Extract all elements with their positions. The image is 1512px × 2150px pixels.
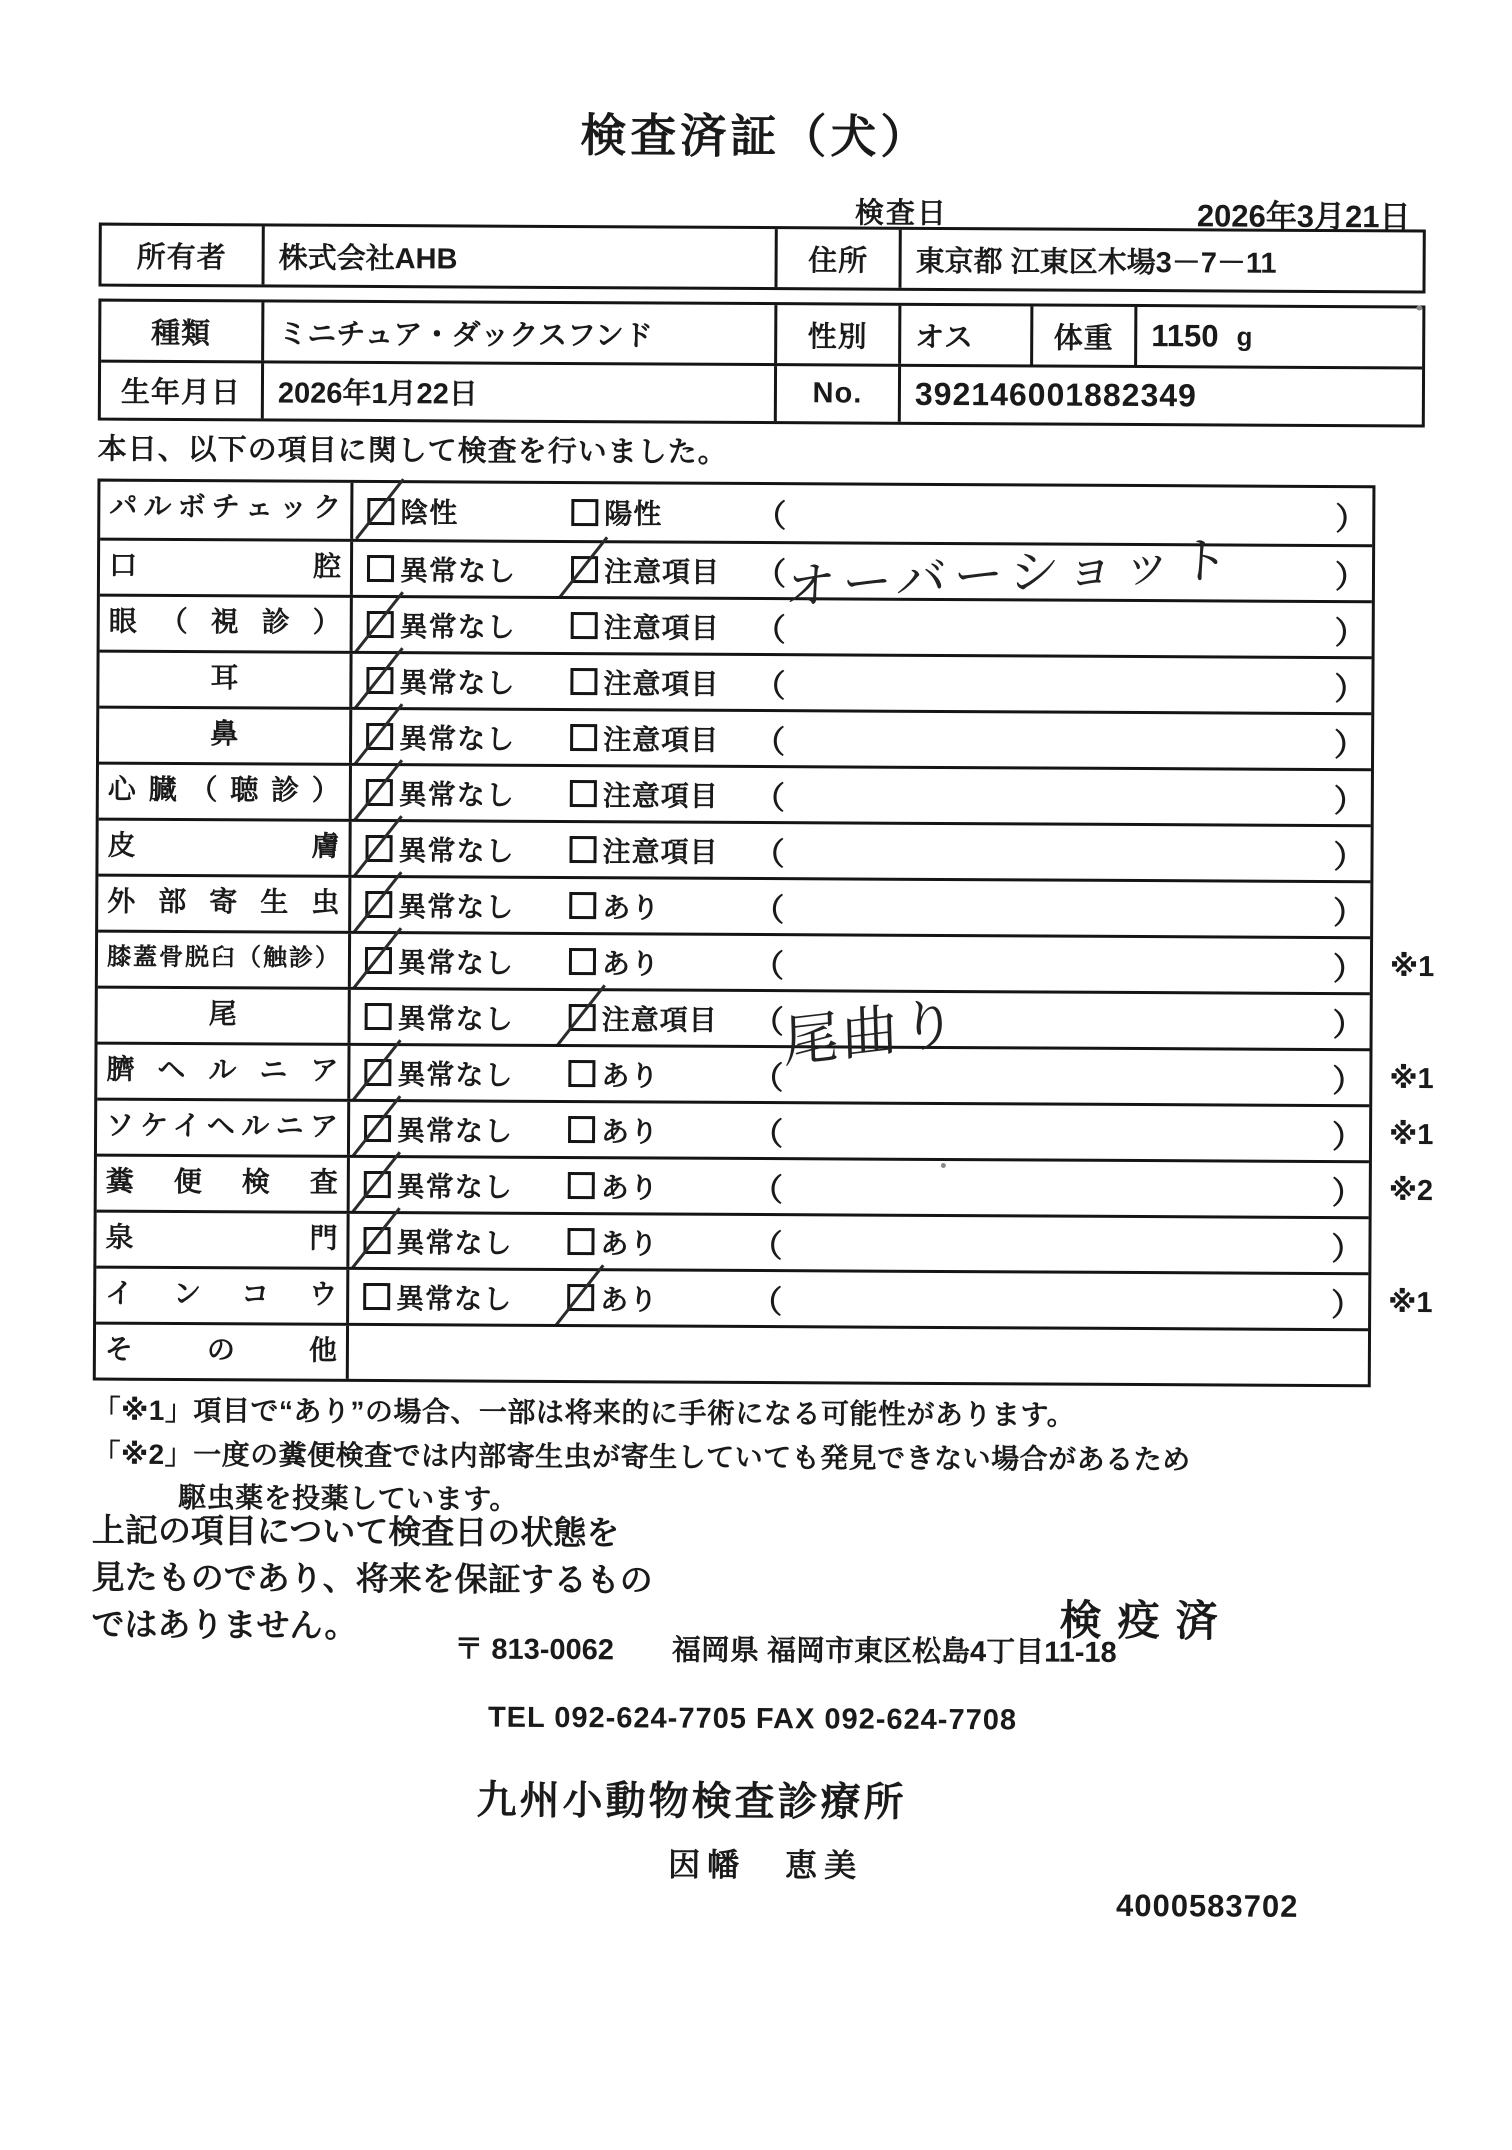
checklist-table xyxy=(93,479,1435,1388)
checkbox-icon xyxy=(365,891,392,918)
intro-text: 本日、以下の項目に関して検査を行いました。 xyxy=(97,433,728,469)
weight-number: 1150 xyxy=(1151,318,1219,354)
note-paren-open: （ xyxy=(753,891,785,928)
disclaimer-text: 上記の項目について検査日の状態を 見たものであり、将来を保証するもの ではありません。 xyxy=(91,1511,653,1644)
result-option-2-label: 注意項目 xyxy=(602,835,719,868)
result-option-2 xyxy=(569,998,718,1039)
result-option-1-label: 異常なし xyxy=(398,890,515,923)
note-paren-open: （ xyxy=(755,498,787,534)
sex-label: 性別 xyxy=(777,305,901,364)
result-option-1-label: 異常なし xyxy=(397,1058,514,1091)
checkbox-icon xyxy=(567,1228,594,1255)
sex-value: オス xyxy=(901,306,1033,365)
result-option-2 xyxy=(570,718,719,759)
result-option-1 xyxy=(366,716,515,757)
checklist-item-label: 皮膚 xyxy=(98,821,351,875)
checkbox-icon xyxy=(364,1171,391,1198)
result-option-2 xyxy=(568,1110,659,1150)
note-paren-open: （ xyxy=(751,1283,783,1320)
checklist-item-label: 耳 xyxy=(99,653,352,707)
result-option-2 xyxy=(567,1278,658,1318)
inspection-date-label: 検査日 xyxy=(854,197,948,231)
note-paren-open: （ xyxy=(751,1171,783,1208)
clinic-address: 福岡県 福岡市東区松島4丁目11-18 xyxy=(671,1634,1117,1669)
result-option-1-label: 異常なし xyxy=(399,722,516,755)
result-option-1 xyxy=(364,1052,513,1093)
owner-table xyxy=(98,223,1425,294)
result-option-2-label: 注意項目 xyxy=(603,667,720,700)
checkbox-icon xyxy=(366,723,393,750)
reference-mark: ※1 xyxy=(1388,1118,1434,1151)
note-paren-open: （ xyxy=(752,1003,784,1040)
checklist-item-label: その他 xyxy=(96,1325,349,1379)
reference-mark: ※1 xyxy=(1388,1286,1433,1319)
checklist-item-label: 糞便検査 xyxy=(97,1157,350,1211)
breed-row xyxy=(101,302,1422,367)
result-option-1-label: 異常なし xyxy=(399,554,517,587)
checkbox-icon xyxy=(571,556,598,583)
pet-table xyxy=(98,299,1426,428)
result-option-1 xyxy=(367,604,516,645)
no-label: No. xyxy=(777,366,901,422)
clinic-name: 九州小動物検査診療所 xyxy=(476,1778,907,1825)
checkbox-icon xyxy=(568,1116,595,1143)
result-option-2-label: 陽性 xyxy=(604,498,663,530)
checklist-row xyxy=(96,1322,1368,1385)
note-paren-open: （ xyxy=(754,668,786,704)
checklist-row-content xyxy=(349,1270,1368,1328)
checklist-row-content xyxy=(351,878,1370,936)
weight-label: 体重 xyxy=(1033,306,1137,365)
clinic-telfax: TEL 092-624-7705 FAX 092-624-7708 xyxy=(487,1701,1018,1737)
result-option-1 xyxy=(365,884,514,925)
checkbox-icon xyxy=(569,836,596,863)
note-paren-open: （ xyxy=(753,779,785,816)
checkbox-icon xyxy=(569,1004,596,1031)
note-paren-open: （ xyxy=(752,1059,784,1096)
note-paren-close: ） xyxy=(1332,1063,1364,1099)
note-paren-close: ） xyxy=(1331,1119,1364,1155)
result-option-1-label: 異常なし xyxy=(396,1170,513,1203)
result-option-2 xyxy=(571,606,720,647)
note-paren-close: ） xyxy=(1333,895,1365,931)
page-title: 検査済証（犬） xyxy=(580,109,931,163)
footnote-1: 「※1」項目で“あり”の場合、一部は将来的に手術になる可能性があります。 xyxy=(92,1394,1076,1431)
checklist-row xyxy=(96,1266,1433,1329)
weight-unit: g xyxy=(1236,321,1253,352)
checklist-item-label: 膝蓋骨脱臼（触診） xyxy=(98,933,351,987)
result-option-1-label: 異常なし xyxy=(396,1114,514,1147)
veterinarian-name: 因幡 恵美 xyxy=(668,1846,864,1884)
checkbox-icon xyxy=(367,497,394,524)
note-paren-open: （ xyxy=(753,835,785,872)
checklist-row xyxy=(97,1154,1434,1217)
checklist-item-label: 心臓（聴診） xyxy=(99,765,352,819)
checklist-row xyxy=(96,1210,1368,1273)
result-option-2-label: あり xyxy=(600,1115,660,1148)
result-option-2 xyxy=(568,1166,659,1206)
result-option-2-label: あり xyxy=(600,1227,659,1260)
result-option-2-label: あり xyxy=(600,1171,659,1204)
checklist-row xyxy=(99,706,1371,769)
result-option-1-label: 陰性 xyxy=(400,497,459,529)
checklist-row-content xyxy=(351,990,1370,1075)
result-option-2-label: 注意項目 xyxy=(601,1003,718,1036)
result-option-2 xyxy=(567,1222,658,1262)
checklist-row-content xyxy=(350,1102,1369,1160)
address-label: 住所 xyxy=(777,229,901,288)
result-option-1 xyxy=(364,1108,513,1149)
result-option-1-label: 異常なし xyxy=(398,778,515,811)
checklist-item-label: インコウ xyxy=(96,1269,349,1323)
result-option-1 xyxy=(367,491,458,531)
checklist-row-content xyxy=(353,530,1372,617)
checklist-row xyxy=(98,874,1370,937)
note-paren-close: ） xyxy=(1332,951,1365,987)
result-option-2-label: あり xyxy=(601,1059,660,1092)
checklist-item-label: 眼（視診） xyxy=(100,597,353,651)
note-paren-close: ） xyxy=(1334,671,1366,707)
note-paren-open: （ xyxy=(752,947,785,984)
checklist-row xyxy=(98,818,1370,881)
result-option-2-label: 注意項目 xyxy=(602,779,719,812)
note-paren-open: （ xyxy=(754,724,786,760)
result-option-1 xyxy=(366,660,515,701)
result-option-1 xyxy=(365,940,514,981)
birth-row xyxy=(101,360,1422,425)
checklist-item-label: 外部寄生虫 xyxy=(98,877,351,931)
checklist-row xyxy=(97,1098,1434,1161)
checkbox-icon xyxy=(570,724,597,751)
checkbox-icon xyxy=(570,668,597,695)
result-option-1-label: 異常なし xyxy=(399,666,516,699)
owner-row xyxy=(102,226,1423,291)
checkbox-icon xyxy=(568,1060,595,1087)
checklist-row xyxy=(100,530,1372,617)
checkbox-icon xyxy=(569,948,596,975)
breed-label: 種類 xyxy=(101,302,264,361)
checklist-row-content xyxy=(350,1158,1369,1216)
result-option-2-label: あり xyxy=(600,1283,659,1316)
footnote-2-continued: 駆虫薬を投薬しています。 xyxy=(178,1481,518,1515)
owner-label: 所有者 xyxy=(102,226,265,285)
checkbox-icon xyxy=(367,611,394,638)
note-paren-close: ） xyxy=(1331,1287,1363,1323)
note-paren-close: ） xyxy=(1333,839,1365,875)
checklist-row xyxy=(100,594,1372,657)
birthdate-label: 生年月日 xyxy=(101,363,264,419)
result-option-1 xyxy=(363,1220,512,1261)
result-option-2-label: 注意項目 xyxy=(603,611,720,644)
result-option-2 xyxy=(570,774,719,815)
result-option-2-label: 注意項目 xyxy=(603,723,720,756)
checklist-row xyxy=(99,762,1371,825)
note-paren-close: ） xyxy=(1331,1175,1363,1211)
checkbox-icon xyxy=(568,1172,595,1199)
result-option-2 xyxy=(571,550,720,591)
note-paren-close: ） xyxy=(1334,559,1367,595)
handwritten-note: オーバーショット xyxy=(783,530,1238,617)
breed-value: ミニチュア・ダックスフンド xyxy=(264,302,777,363)
checkbox-icon xyxy=(366,779,393,806)
result-option-2-label: あり xyxy=(602,891,661,924)
result-option-1 xyxy=(363,1276,512,1317)
checkbox-icon xyxy=(363,1227,390,1254)
checklist-row-content xyxy=(349,1326,1368,1384)
note-paren-close: ） xyxy=(1332,1007,1364,1043)
result-option-1 xyxy=(365,996,514,1037)
note-paren-close: ） xyxy=(1334,615,1366,651)
result-option-1-label: 異常なし xyxy=(397,1002,514,1035)
note-paren-open: （ xyxy=(754,556,787,592)
result-option-1-label: 異常なし xyxy=(399,610,516,643)
result-option-1 xyxy=(365,828,514,869)
result-option-2 xyxy=(569,830,718,871)
checklist-row xyxy=(97,1042,1434,1105)
checkbox-icon xyxy=(365,1003,392,1030)
checklist-row-content xyxy=(352,710,1371,768)
checkbox-icon xyxy=(570,780,597,807)
checklist-item-label: 口腔 xyxy=(100,541,353,595)
checklist-item-label: パルボチェック xyxy=(100,482,353,539)
result-option-2 xyxy=(568,1054,659,1094)
checkbox-icon xyxy=(363,1283,390,1310)
serial-number: 4000583702 xyxy=(1115,1887,1299,1924)
result-option-1-label: 異常なし xyxy=(396,1226,513,1259)
checkbox-icon xyxy=(365,835,392,862)
postal-code: 〒 813-0062 xyxy=(454,1633,615,1667)
result-option-1-label: 異常なし xyxy=(398,834,515,867)
checklist-item-label: 尾 xyxy=(98,989,351,1043)
note-paren-close: ） xyxy=(1331,1231,1363,1267)
result-option-1-label: 異常なし xyxy=(396,1282,513,1315)
reference-mark: ※2 xyxy=(1388,1174,1434,1207)
quarantine-stamp: 検疫済 xyxy=(1059,1596,1234,1645)
checkbox-icon xyxy=(364,1059,391,1086)
checklist-item-label: 臍ヘルニア xyxy=(97,1045,350,1099)
checklist-row-content xyxy=(352,766,1371,824)
note-paren-close: ） xyxy=(1333,783,1365,819)
result-option-1 xyxy=(366,772,515,813)
handwritten-note: 尾曲り xyxy=(782,990,961,1075)
checkbox-icon xyxy=(567,1284,594,1311)
checklist-item-label: 泉門 xyxy=(96,1213,349,1267)
footnote-2: 「※2」一度の糞便検査では内部寄生虫が寄生していても発見できない場合があるため xyxy=(92,1438,1191,1476)
checklist-row xyxy=(99,650,1371,713)
note-paren-open: （ xyxy=(751,1227,783,1264)
scan-speck xyxy=(1416,305,1422,310)
result-option-2-label: 注意項目 xyxy=(603,555,721,588)
note-paren-open: （ xyxy=(751,1115,784,1152)
checklist-row-content xyxy=(351,822,1370,880)
checkbox-icon xyxy=(571,499,598,526)
checklist-row xyxy=(98,930,1435,993)
checkbox-icon xyxy=(366,667,393,694)
checklist-row-content xyxy=(349,1214,1368,1272)
result-option-2 xyxy=(570,662,719,703)
checklist-item-label: 鼻 xyxy=(99,709,352,763)
result-option-1-label: 異常なし xyxy=(397,946,515,979)
weight-value xyxy=(1137,307,1422,366)
checklist-row-content xyxy=(351,934,1370,992)
result-option-2 xyxy=(571,492,662,532)
result-option-2 xyxy=(569,942,660,982)
checklist-item-label: ソケイヘルニア xyxy=(97,1101,350,1155)
checkbox-icon xyxy=(571,612,598,639)
reference-mark: ※1 xyxy=(1389,1062,1434,1095)
note-paren-open: （ xyxy=(754,612,786,648)
checkbox-icon xyxy=(365,947,392,974)
inspection-date-value: 2026年3月21日 xyxy=(1196,198,1411,235)
scan-speck xyxy=(941,1163,946,1168)
note-paren-close: ） xyxy=(1334,727,1366,763)
result-option-2-label: あり xyxy=(601,947,661,980)
birthdate-value: 2026年1月22日 xyxy=(264,363,777,421)
result-option-1 xyxy=(364,1164,513,1205)
checkbox-icon xyxy=(364,1115,391,1142)
address-value: 東京都 江東区木場3－7－11 xyxy=(915,245,1277,280)
reference-mark: ※1 xyxy=(1389,950,1435,983)
result-option-2 xyxy=(569,886,660,926)
result-option-1 xyxy=(367,548,516,589)
no-value: 392146001882349 xyxy=(914,375,1197,414)
checkbox-icon xyxy=(569,892,596,919)
clinic-postal-line xyxy=(454,1626,1117,1670)
checklist-row-content xyxy=(352,654,1371,712)
owner-value: 株式会社AHB xyxy=(265,226,778,287)
note-paren-close: ） xyxy=(1335,501,1367,537)
checkbox-icon xyxy=(367,555,394,582)
